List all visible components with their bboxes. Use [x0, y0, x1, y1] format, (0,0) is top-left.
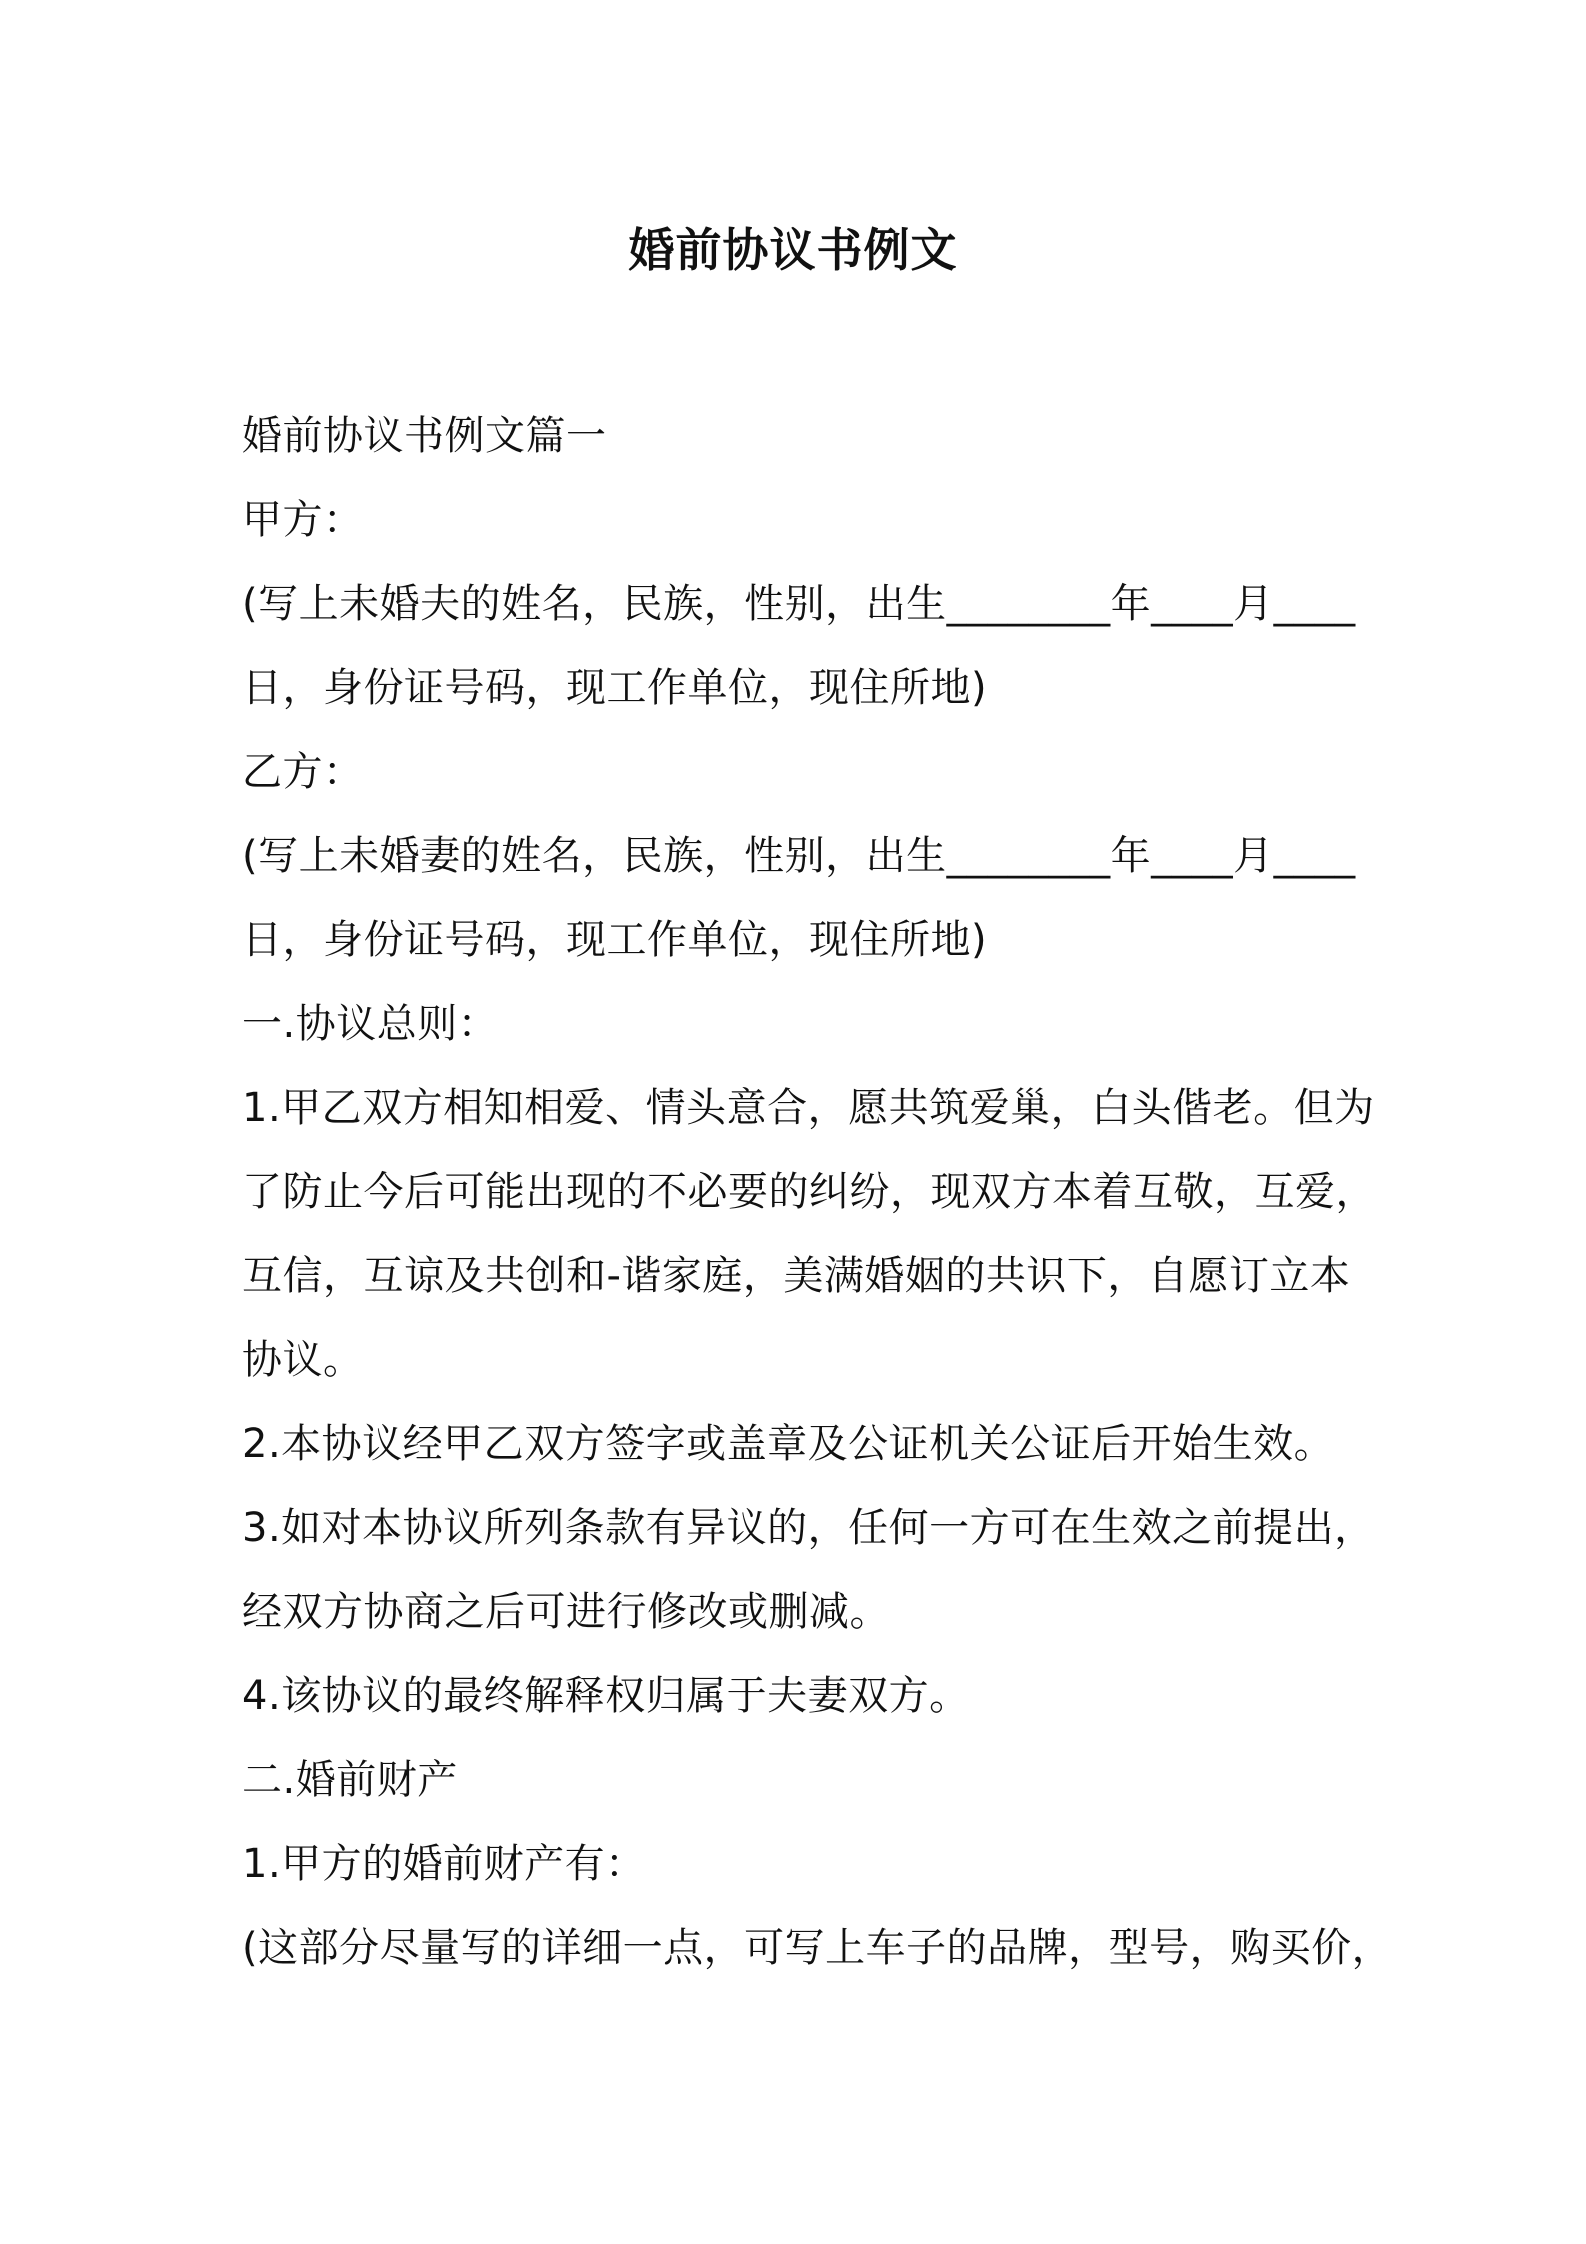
clause-line: 协议。: [242, 1337, 364, 1383]
section-heading: 婚前协议书例文篇一: [242, 413, 607, 459]
clause-line: (这部分尽量写的详细一点，可写上车子的品牌，型号，购买价，: [242, 1925, 1393, 1971]
document-title: 婚前协议书例文: [628, 223, 958, 277]
clause-line: 1.甲方的婚前财产有：: [242, 1841, 646, 1887]
clause-line: 2.本协议经甲乙双方签字或盖章及公证机关公证后开始生效。: [242, 1421, 1335, 1467]
party-b-label: 乙方：: [242, 749, 364, 795]
clause-line: 4.该协议的最终解释权归属于夫妻双方。: [242, 1673, 970, 1719]
party-b-info-line: (写上未婚妻的姓名，民族，性别，出生________年____月____: [242, 833, 1356, 879]
chapter-heading: 一.协议总则：: [242, 1001, 499, 1047]
chapter-heading: 二.婚前财产: [242, 1757, 458, 1803]
party-a-info-line: (写上未婚夫的姓名，民族，性别，出生________年____月____: [242, 581, 1356, 627]
clause-line: 了防止今后可能出现的不必要的纠纷，现双方本着互敬，互爱，: [242, 1169, 1376, 1215]
clause-line: 1.甲乙双方相知相爱、情头意合，愿共筑爱巢，白头偕老。但为: [242, 1085, 1375, 1131]
clause-line: 互信，互谅及共创和-谐家庭，美满婚姻的共识下，自愿订立本: [242, 1253, 1351, 1299]
party-a-label: 甲方：: [242, 497, 364, 543]
document-body: [242, 394, 1393, 1990]
party-b-info-line: 日，身份证号码，现工作单位，现住所地): [242, 917, 988, 963]
party-a-info-line: 日，身份证号码，现工作单位，现住所地): [242, 665, 988, 711]
clause-line: 3.如对本协议所列条款有异议的，任何一方可在生效之前提出，: [242, 1505, 1375, 1551]
clause-line: 经双方协商之后可进行修改或删减。: [242, 1589, 890, 1635]
